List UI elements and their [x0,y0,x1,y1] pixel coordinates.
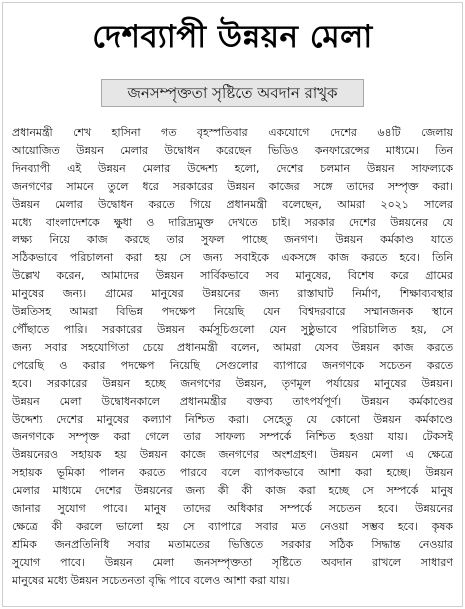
body-line: হবে। সরকারের উন্নয়ন হচ্ছে জনগণের উন্নয়ন, তৃণমূল পর্যায়ের মানুষের উন্নয়ন। [12,376,453,390]
body-line: উন্নয়ন মেলা উদ্বোধনকালে প্রধানমন্ত্রীর বক্তব্য তাৎপর্যপূর্ণ। উন্নয়ন কর্মকাণ্ডের [12,394,453,408]
body-line: সুযোগ পাবে। উন্নয়ন মেলা জনসম্পৃক্ততা সৃষ্টিতে অবদান রাখলে সাধারণ [12,555,453,569]
body-line: আয়োজিত উন্নয়ন মেলার উদ্বোধন করেছেন ভিডিও কনফারেন্সের মাধ্যমে। তিন [12,143,453,157]
body-line: জনগণের সামনে তুলে ধরে সরকারের উন্নয়ন কাজের সঙ্গে তাদের সম্পৃক্ত করা। [12,179,453,193]
body-line: মানুষের মধ্যে উন্নয়ন সচেতনতা বৃদ্ধি পাবে বলেও আশা করা যায়। [12,573,290,587]
body-line: উন্নয়নেরও সহায়ক হয় উন্নয়ন কাজে জনগণের অংশগ্রহণ। উন্নয়ন মেলা এ ক্ষেত্রে [12,448,453,462]
subheadline-box [101,79,364,107]
body-line: উন্নয়ন মেলার উদ্বোধন করতে গিয়ে প্রধানমন্ত্রী বলেছেন, আমরা ২০২১ সালের [12,197,453,211]
body-line: সহায়ক ভূমিকা পালন করতে পারবে বলে ব্যাপকভাবে আশা করা হচ্ছে। উন্নয়ন [12,466,453,480]
body-line: মানুষের জন্য। গ্রামের মানুষের উন্নয়নের জন্য রাস্তাঘাট নির্মাণ, শিক্ষাব্যবস্থার [12,287,453,301]
subheadline: জনসম্পৃক্ততা সৃষ্টিতে অবদান রাখুক [127,84,338,102]
body-line: মেলার মাধ্যমে দেশের উন্নয়নের জন্য কী কী কাজ করা হচ্ছে সে সম্পর্কে মানুষ [12,484,453,498]
body-line: জানার সুযোগ পাবে। মানুষ তাদের অধিকার সম্পর্কে সচেতন হবে। উন্নয়নের [12,502,453,516]
body-line: ক্ষেত্রে কী করলে ভালো হয় সে ব্যাপারে সবার মত নেওয়া সম্ভব হবে। কৃষক [12,519,453,533]
body-line: উদ্দেশ্য দেশের মানুষের কল্যাণ নিশ্চিত করা। সেহেতু যে কোনো উন্নয়ন কর্মকাণ্ডে [12,412,453,426]
body-line: সঠিকভাবে পরিচালনা করা হয় সে জন্য সবাইকে একসঙ্গে কাজ করতে হবে। তিনি [12,251,453,265]
body-line: লক্ষ্য নিয়ে কাজ করছে তার সুফল পাচ্ছে জনগণ। উন্নয়ন কর্মকাণ্ড যাতে [12,233,453,247]
body-line: পৌঁছাতে পারি। সরকারের উন্নয়ন কর্মসূচিগুলো যেন সুষ্ঠুভাবে পরিচালিত হয়, সে [12,322,453,336]
headline: দেশব্যাপী উন্নয়ন মেলা [92,19,373,55]
body-line: দিনব্যাপী এই উন্নয়ন মেলার উদ্দেশ্য হলো, দেশের চলমান উন্নয়ন সাফল্যকে [12,161,453,175]
body-line: জন্য সবার সহযোগিতা চেয়ে প্রধানমন্ত্রী বলেন, আমরা যেসব উন্নয়ন কাজ করতে [12,340,453,354]
body-line: প্রধানমন্ত্রী শেখ হাসিনা গত বৃহস্পতিবার একযোগে দেশের ৬৪টি জেলায় [12,126,453,139]
body-line: উন্নতিসহ আমরা বিভিন্ন পদক্ষেপ নিয়েছি যেন বিশ্বদরবারে সম্মানজনক স্থানে [12,305,453,319]
body-line: শ্রমিক জনপ্রতিনিধি সবার মতামতের ভিত্তিতে সরকার সঠিক সিদ্ধান্ত নেওয়ার [12,537,453,551]
body-line: জনগণকে সম্পৃক্ত করা গেলে তার সাফল্য সম্পর্কে নিশ্চিত হওয়া যায়। টেকসই [12,430,453,444]
body-line: পেরেছি ও করার পদক্ষেপ নিয়েছি সেগুলোর ব্যাপারে জনগণকে সচেতন করতে [12,358,453,372]
body-line: উল্লেখ করেন, আমাদের উন্নয়ন সার্বিকভাবে সব মানুষের, বিশেষ করে গ্রামের [12,269,453,283]
article-body [12,124,453,590]
body-line: মধ্যে বাংলাদেশকে ক্ষুধা ও দারিদ্র্যমুক্ত দেখতে চাই। সরকার দেশের উন্নয়নের যে [12,215,453,229]
